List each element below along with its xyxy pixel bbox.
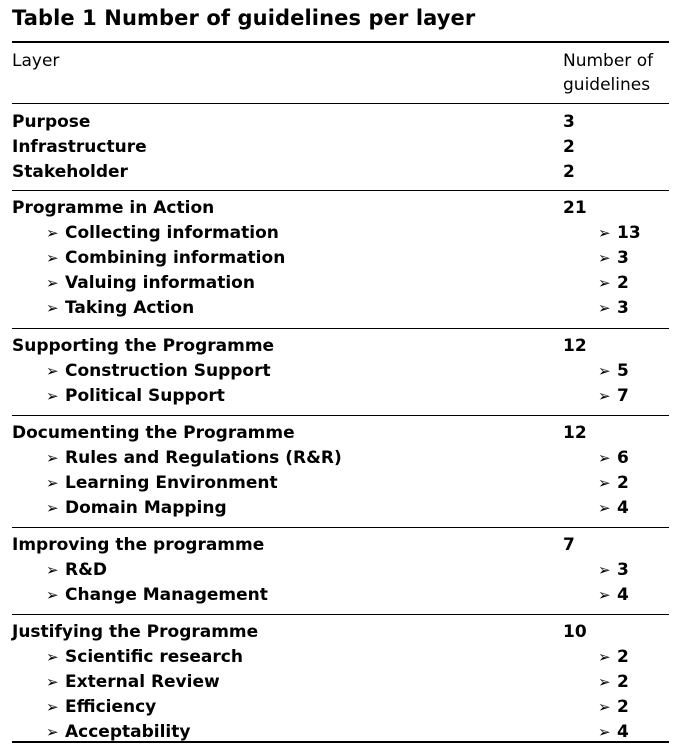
row-label <box>12 135 147 160</box>
row-label-text: Programme in Action <box>12 198 215 218</box>
row-value-text: 3 <box>617 560 629 580</box>
header-rule <box>12 103 669 104</box>
arrow-bullet-icon: ➢ <box>46 561 59 579</box>
arrow-bullet-icon: ➢ <box>46 449 59 467</box>
row-value-text: 2 <box>617 697 629 717</box>
row-label-text: Purpose <box>12 112 91 132</box>
sublayer-row <box>0 271 683 296</box>
row-value-text: 7 <box>563 535 575 555</box>
row-value-text: 10 <box>563 622 587 642</box>
row-label-text: Scientific research <box>65 647 243 667</box>
arrow-bullet-icon: ➢ <box>46 648 59 666</box>
arrow-bullet-icon: ➢ <box>46 224 59 242</box>
arrow-bullet-icon: ➢ <box>598 387 611 405</box>
layer-row <box>0 160 683 185</box>
row-value <box>598 221 641 246</box>
row-label-text: Learning Environment <box>65 473 278 493</box>
arrow-bullet-icon: ➢ <box>598 224 611 242</box>
row-label <box>46 558 107 583</box>
row-value <box>598 583 629 608</box>
row-value-text: 5 <box>617 361 629 381</box>
header-layer: Layer <box>12 51 60 71</box>
arrow-bullet-icon: ➢ <box>598 673 611 691</box>
row-label-text: Efficiency <box>65 697 157 717</box>
row-value-text: 7 <box>617 386 629 406</box>
sublayer-row <box>0 296 683 321</box>
row-label-text: External Review <box>65 672 220 692</box>
layer-row <box>0 110 683 135</box>
sublayer-row <box>0 670 683 695</box>
layer-row <box>0 334 683 359</box>
row-label <box>12 110 90 135</box>
row-value <box>598 296 629 321</box>
row-label <box>46 583 268 608</box>
sublayer-row <box>0 221 683 246</box>
row-label <box>46 695 156 720</box>
row-value <box>563 533 575 558</box>
row-value-text: 6 <box>617 448 629 468</box>
row-value <box>598 246 629 271</box>
row-label <box>46 246 285 271</box>
row-value-text: 12 <box>563 423 587 443</box>
layer-row <box>0 620 683 645</box>
bottom-rule <box>12 741 669 743</box>
arrow-bullet-icon: ➢ <box>46 723 59 741</box>
row-label <box>12 196 214 221</box>
layer-row <box>0 196 683 221</box>
header-number-line2: guidelines <box>563 75 651 95</box>
row-label-text: Collecting information <box>65 223 279 243</box>
arrow-bullet-icon: ➢ <box>598 449 611 467</box>
row-label <box>46 296 194 321</box>
row-label <box>46 496 227 521</box>
sublayer-row <box>0 558 683 583</box>
row-value-text: 3 <box>617 248 629 268</box>
row-value <box>598 496 629 521</box>
arrow-bullet-icon: ➢ <box>46 274 59 292</box>
row-value-text: 2 <box>617 647 629 667</box>
row-label <box>46 271 255 296</box>
sublayer-row <box>0 446 683 471</box>
row-label-text: Infrastructure <box>12 137 147 157</box>
arrow-bullet-icon: ➢ <box>598 648 611 666</box>
arrow-bullet-icon: ➢ <box>46 698 59 716</box>
row-label-text: Supporting the Programme <box>12 336 275 356</box>
row-value <box>598 359 629 384</box>
row-label-text: Improving the programme <box>12 535 265 555</box>
row-label <box>46 446 342 471</box>
arrow-bullet-icon: ➢ <box>598 249 611 267</box>
section-rule <box>12 527 669 528</box>
top-rule <box>12 41 669 43</box>
arrow-bullet-icon: ➢ <box>598 299 611 317</box>
row-value-text: 2 <box>563 137 575 157</box>
row-label-text: Acceptability <box>65 722 191 742</box>
row-label-text: Change Management <box>65 585 268 605</box>
section-rule <box>12 614 669 615</box>
row-label <box>12 421 295 446</box>
row-value-text: 21 <box>563 198 587 218</box>
row-value <box>563 160 575 185</box>
row-value-text: 12 <box>563 336 587 356</box>
row-value-text: 2 <box>617 473 629 493</box>
arrow-bullet-icon: ➢ <box>46 362 59 380</box>
row-value <box>563 421 587 446</box>
row-value <box>563 110 575 135</box>
arrow-bullet-icon: ➢ <box>598 698 611 716</box>
sublayer-row <box>0 583 683 608</box>
row-value <box>598 384 629 409</box>
arrow-bullet-icon: ➢ <box>46 499 59 517</box>
sublayer-row <box>0 471 683 496</box>
row-value <box>563 135 575 160</box>
row-label <box>12 620 258 645</box>
row-label <box>46 359 271 384</box>
row-label-text: Domain Mapping <box>65 498 227 518</box>
arrow-bullet-icon: ➢ <box>46 249 59 267</box>
sublayer-row <box>0 246 683 271</box>
row-label-text: Taking Action <box>65 298 195 318</box>
sublayer-row <box>0 645 683 670</box>
layer-row <box>0 421 683 446</box>
arrow-bullet-icon: ➢ <box>598 274 611 292</box>
arrow-bullet-icon: ➢ <box>598 474 611 492</box>
row-label <box>46 471 278 496</box>
row-value-text: 4 <box>617 585 629 605</box>
arrow-bullet-icon: ➢ <box>46 673 59 691</box>
sublayer-row <box>0 496 683 521</box>
arrow-bullet-icon: ➢ <box>598 723 611 741</box>
header-number <box>563 49 653 97</box>
row-value-text: 3 <box>617 298 629 318</box>
row-value-text: 2 <box>563 162 575 182</box>
layer-row <box>0 533 683 558</box>
row-value-text: 2 <box>617 672 629 692</box>
row-value-text: 4 <box>617 722 629 742</box>
arrow-bullet-icon: ➢ <box>598 561 611 579</box>
row-value-text: 13 <box>617 223 641 243</box>
row-value-text: 3 <box>563 112 575 132</box>
layer-row <box>0 135 683 160</box>
row-label <box>46 645 243 670</box>
arrow-bullet-icon: ➢ <box>46 387 59 405</box>
arrow-bullet-icon: ➢ <box>46 299 59 317</box>
row-label <box>12 334 274 359</box>
row-label-text: Justifying the Programme <box>12 622 259 642</box>
row-value <box>563 334 587 359</box>
sublayer-row <box>0 695 683 720</box>
section-rule <box>12 415 669 416</box>
row-label-text: R&D <box>65 560 108 580</box>
row-label-text: Political Support <box>65 386 225 406</box>
row-label-text: Documenting the Programme <box>12 423 295 443</box>
row-label <box>12 533 264 558</box>
header-number-line1: Number of <box>563 51 654 71</box>
row-value <box>598 471 629 496</box>
row-value <box>598 271 629 296</box>
row-label <box>12 160 128 185</box>
row-label-text: Construction Support <box>65 361 271 381</box>
row-value <box>563 196 587 221</box>
section-rule <box>12 190 669 191</box>
arrow-bullet-icon: ➢ <box>46 474 59 492</box>
row-label-text: Stakeholder <box>12 162 128 182</box>
arrow-bullet-icon: ➢ <box>46 586 59 604</box>
arrow-bullet-icon: ➢ <box>598 362 611 380</box>
row-value <box>598 670 629 695</box>
row-value <box>598 558 629 583</box>
sublayer-row <box>0 384 683 409</box>
row-value-text: 4 <box>617 498 629 518</box>
arrow-bullet-icon: ➢ <box>598 586 611 604</box>
sublayer-row <box>0 359 683 384</box>
table-caption: Table 1 Number of guidelines per layer <box>12 6 476 30</box>
row-label-text: Rules and Regulations (R&R) <box>65 448 342 468</box>
row-value-text: 2 <box>617 273 629 293</box>
row-label-text: Combining information <box>65 248 286 268</box>
row-label <box>46 221 279 246</box>
row-label <box>46 384 225 409</box>
row-value <box>598 695 629 720</box>
section-rule <box>12 328 669 329</box>
row-label-text: Valuing information <box>65 273 255 293</box>
row-value <box>563 620 587 645</box>
row-label <box>46 670 220 695</box>
row-value <box>598 645 629 670</box>
row-value <box>598 446 629 471</box>
arrow-bullet-icon: ➢ <box>598 499 611 517</box>
